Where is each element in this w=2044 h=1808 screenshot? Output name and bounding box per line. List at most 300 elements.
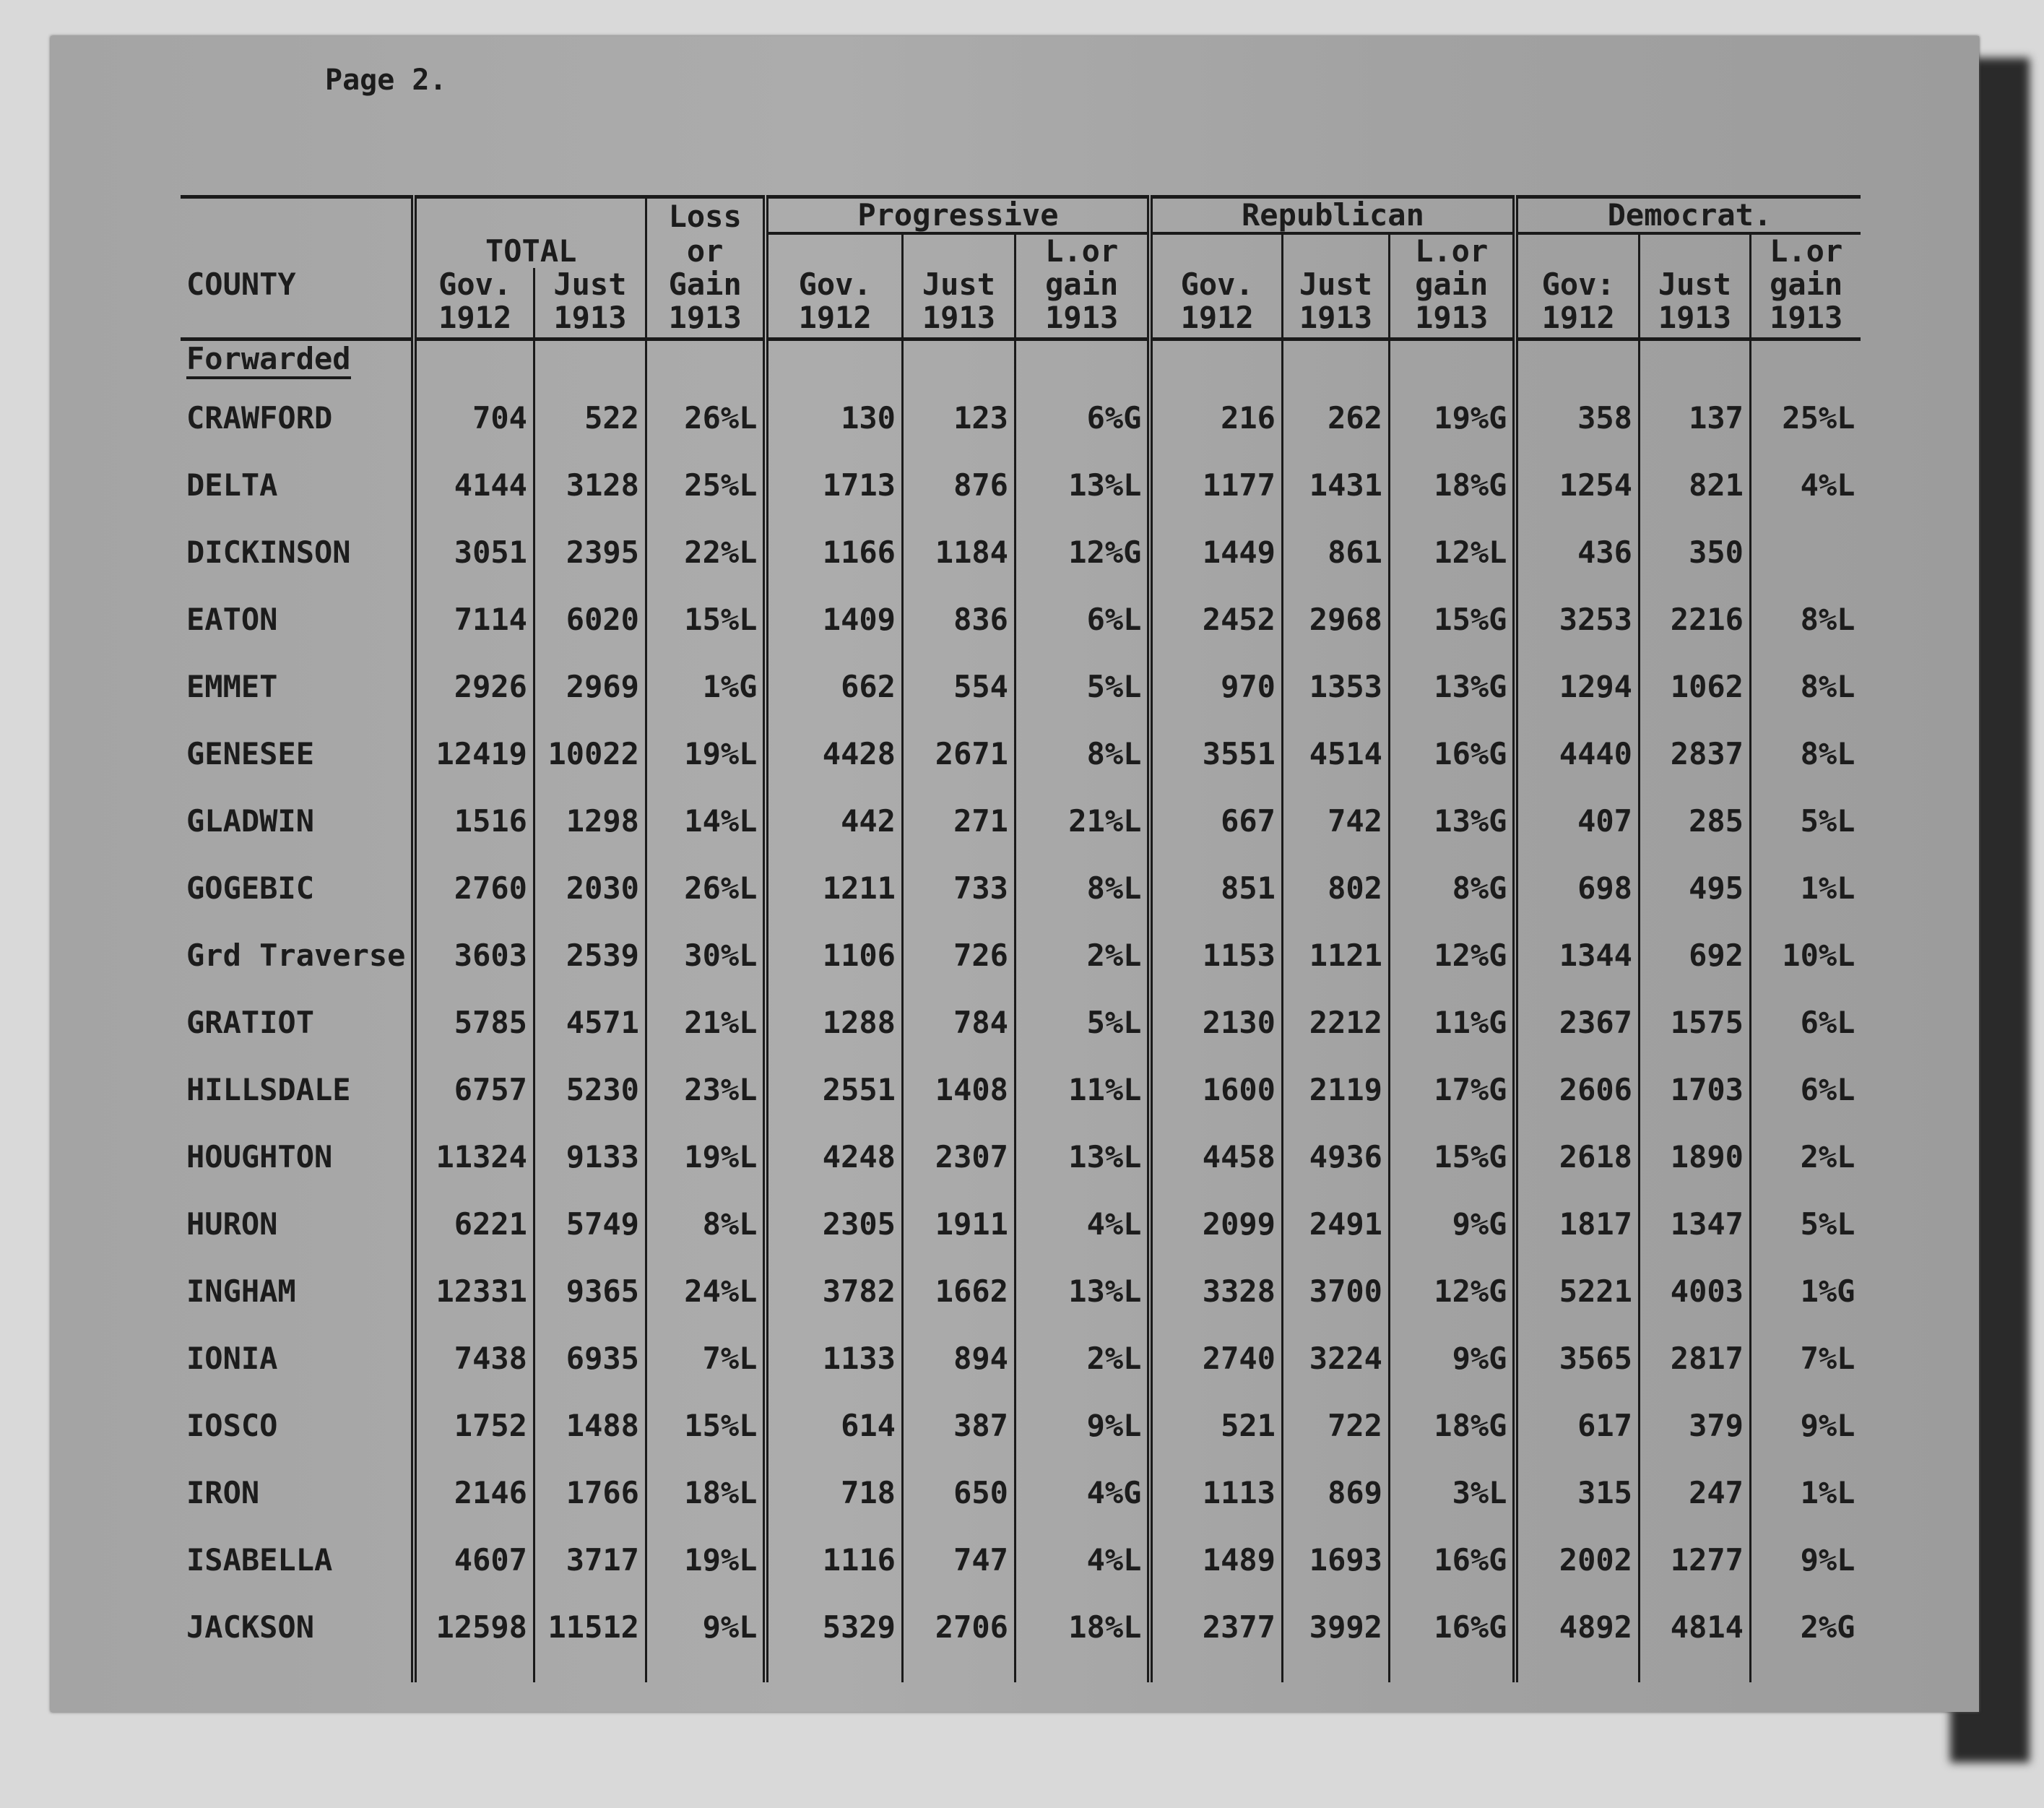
county-name: GENESEE (186, 736, 315, 771)
cell-rlg: 19%G (1389, 384, 1515, 451)
header-county: COUNTY (186, 267, 296, 302)
county-vote-table (181, 195, 1861, 1682)
table-row (181, 989, 1861, 1056)
cell-r13: 4514 (1282, 720, 1389, 787)
cell-dlg: 8%L (1750, 586, 1861, 653)
cell-plg: 5%L (1015, 989, 1150, 1056)
cell-plg: 12%G (1015, 519, 1150, 586)
cell-t12: 3603 (414, 922, 534, 989)
cell-r13: 3224 (1282, 1325, 1389, 1392)
table-row (181, 451, 1861, 519)
cell-d12: 5221 (1515, 1258, 1639, 1325)
cell-dlg (1750, 519, 1861, 586)
cell-rlg: 18%G (1389, 1392, 1515, 1459)
cell-rlg: 16%G (1389, 1593, 1515, 1682)
cell-p13: 894 (902, 1325, 1015, 1392)
cell-d13: 2837 (1639, 720, 1750, 787)
cell-p12: 3782 (766, 1258, 902, 1325)
cell-dlg: 9%L (1750, 1392, 1861, 1459)
header-year: 1913 (1639, 301, 1750, 339)
cell-plg: 21%L (1015, 787, 1150, 855)
cell-r12: 970 (1150, 653, 1282, 720)
cell-r12: 1449 (1150, 519, 1282, 586)
cell-d12: 3253 (1515, 586, 1639, 653)
table-row (181, 586, 1861, 653)
cell-rlg: 8%G (1389, 855, 1515, 922)
cell-d13: 247 (1639, 1459, 1750, 1526)
cell-p12: 1133 (766, 1325, 902, 1392)
cell-p13: 271 (902, 787, 1015, 855)
county-name: GOGEBIC (186, 870, 315, 906)
cell-d13: 4814 (1639, 1593, 1750, 1682)
cell-tlg: 25%L (646, 451, 766, 519)
cell-tlg: 22%L (646, 519, 766, 586)
cell-r13: 2212 (1282, 989, 1389, 1056)
cell-r12: 1113 (1150, 1459, 1282, 1526)
cell-plg: 13%L (1015, 1123, 1150, 1190)
cell-d12: 2367 (1515, 989, 1639, 1056)
cell-t13: 4571 (534, 989, 646, 1056)
cell-plg: 13%L (1015, 451, 1150, 519)
cell-d13: 4003 (1639, 1258, 1750, 1325)
cell-t12: 6757 (414, 1056, 534, 1123)
cell-plg: 8%L (1015, 720, 1150, 787)
header-year: 1913 (534, 301, 646, 339)
cell-plg: 8%L (1015, 855, 1150, 922)
county-name: INGHAM (186, 1273, 296, 1309)
cell-t13: 9365 (534, 1258, 646, 1325)
header-year: 1913 (1389, 301, 1515, 339)
cell-dlg: 10%L (1750, 922, 1861, 989)
cell-p13: 784 (902, 989, 1015, 1056)
cell-p12: 1409 (766, 586, 902, 653)
cell-plg: 5%L (1015, 653, 1150, 720)
cell-plg: 4%L (1015, 1526, 1150, 1593)
cell-p12: 4428 (766, 720, 902, 787)
cell-d12: 315 (1515, 1459, 1639, 1526)
cell-d13: 137 (1639, 384, 1750, 451)
table-row (181, 1593, 1861, 1682)
cell-tlg: 1%G (646, 653, 766, 720)
cell-p12: 2551 (766, 1056, 902, 1123)
cell-r13: 1431 (1282, 451, 1389, 519)
page-number: Page 2. (325, 64, 447, 97)
cell-p13: 1408 (902, 1056, 1015, 1123)
cell-d13: 1347 (1639, 1190, 1750, 1258)
county-name: GRATIOT (186, 1005, 315, 1040)
table-row (181, 1526, 1861, 1593)
cell-r12: 216 (1150, 384, 1282, 451)
header-year: 1913 (1015, 301, 1150, 339)
cell-dlg: 1%L (1750, 1459, 1861, 1526)
cell-dlg: 9%L (1750, 1526, 1861, 1593)
cell-plg: 4%L (1015, 1190, 1150, 1258)
table-row (181, 1190, 1861, 1258)
cell-r12: 667 (1150, 787, 1282, 855)
cell-t13: 1488 (534, 1392, 646, 1459)
cell-p13: 650 (902, 1459, 1015, 1526)
cell-d13: 692 (1639, 922, 1750, 989)
cell-tlg: 18%L (646, 1459, 766, 1526)
cell-t12: 1752 (414, 1392, 534, 1459)
header-lor: L.or (1750, 233, 1861, 268)
cell-t12: 2760 (414, 855, 534, 922)
cell-t13: 9133 (534, 1123, 646, 1190)
county-name: IONIA (186, 1341, 278, 1376)
cell-r13: 1121 (1282, 922, 1389, 989)
cell-d12: 698 (1515, 855, 1639, 922)
cell-t13: 11512 (534, 1593, 646, 1682)
header-or: or (646, 233, 766, 268)
cell-r13: 861 (1282, 519, 1389, 586)
cell-d13: 1575 (1639, 989, 1750, 1056)
cell-d12: 1817 (1515, 1190, 1639, 1258)
cell-t13: 3128 (534, 451, 646, 519)
cell-t13: 2395 (534, 519, 646, 586)
cell-tlg: 26%L (646, 384, 766, 451)
cell-p12: 1116 (766, 1526, 902, 1593)
cell-r12: 1489 (1150, 1526, 1282, 1593)
cell-p13: 554 (902, 653, 1015, 720)
cell-t13: 1766 (534, 1459, 646, 1526)
cell-dlg: 25%L (1750, 384, 1861, 451)
cell-r12: 521 (1150, 1392, 1282, 1459)
cell-tlg: 19%L (646, 1526, 766, 1593)
cell-t13: 2030 (534, 855, 646, 922)
cell-t12: 2146 (414, 1459, 534, 1526)
cell-r13: 2119 (1282, 1056, 1389, 1123)
cell-rlg: 3%L (1389, 1459, 1515, 1526)
cell-plg: 2%L (1015, 922, 1150, 989)
cell-p13: 1911 (902, 1190, 1015, 1258)
header-year: 1913 (646, 301, 766, 339)
cell-d12: 358 (1515, 384, 1639, 451)
county-name: Grd Traverse (186, 938, 406, 973)
cell-rlg: 16%G (1389, 1526, 1515, 1593)
cell-t12: 11324 (414, 1123, 534, 1190)
cell-d13: 379 (1639, 1392, 1750, 1459)
table-row (181, 720, 1861, 787)
header-year: 1912 (1150, 301, 1282, 339)
cell-rlg: 13%G (1389, 653, 1515, 720)
cell-t12: 4144 (414, 451, 534, 519)
cell-d12: 2002 (1515, 1526, 1639, 1593)
table-row (181, 384, 1861, 451)
table-row (181, 653, 1861, 720)
county-name: EMMET (186, 669, 278, 704)
cell-plg: 18%L (1015, 1593, 1150, 1682)
cell-d13: 495 (1639, 855, 1750, 922)
header-democrat: Democrat. (1515, 197, 1861, 234)
cell-r12: 1177 (1150, 451, 1282, 519)
header-year: 1913 (902, 301, 1015, 339)
cell-d13: 1277 (1639, 1526, 1750, 1593)
cell-p13: 733 (902, 855, 1015, 922)
header-lor: L.or (1389, 233, 1515, 268)
cell-tlg: 21%L (646, 989, 766, 1056)
cell-p12: 2305 (766, 1190, 902, 1258)
cell-rlg: 11%G (1389, 989, 1515, 1056)
table-row (181, 855, 1861, 922)
cell-t13: 6935 (534, 1325, 646, 1392)
cell-d12: 617 (1515, 1392, 1639, 1459)
cell-d13: 1062 (1639, 653, 1750, 720)
header-gain: gain (1750, 268, 1861, 301)
cell-plg: 4%G (1015, 1459, 1150, 1526)
cell-rlg: 12%G (1389, 1258, 1515, 1325)
cell-rlg: 9%G (1389, 1325, 1515, 1392)
cell-p13: 1662 (902, 1258, 1015, 1325)
county-name: EATON (186, 602, 278, 637)
table-row (181, 519, 1861, 586)
cell-rlg: 17%G (1389, 1056, 1515, 1123)
cell-dlg: 8%L (1750, 720, 1861, 787)
cell-r13: 742 (1282, 787, 1389, 855)
cell-rlg: 16%G (1389, 720, 1515, 787)
cell-p13: 836 (902, 586, 1015, 653)
county-name: DICKINSON (186, 535, 351, 570)
cell-p13: 1184 (902, 519, 1015, 586)
header-just: Just (1639, 268, 1750, 301)
table-header (181, 197, 1861, 339)
cell-rlg: 12%L (1389, 519, 1515, 586)
cell-t12: 5785 (414, 989, 534, 1056)
cell-p12: 1166 (766, 519, 902, 586)
cell-r13: 262 (1282, 384, 1389, 451)
header-total: TOTAL (414, 233, 646, 268)
header-year: 1913 (1750, 301, 1861, 339)
county-name: DELTA (186, 467, 278, 503)
forwarded-label: Forwarded (186, 341, 351, 379)
cell-p12: 614 (766, 1392, 902, 1459)
cell-d12: 1294 (1515, 653, 1639, 720)
cell-p12: 662 (766, 653, 902, 720)
header-loss: Loss (646, 197, 766, 234)
cell-plg: 9%L (1015, 1392, 1150, 1459)
cell-t12: 704 (414, 384, 534, 451)
cell-dlg: 8%L (1750, 653, 1861, 720)
cell-p12: 718 (766, 1459, 902, 1526)
cell-tlg: 30%L (646, 922, 766, 989)
cell-r13: 722 (1282, 1392, 1389, 1459)
cell-p13: 2307 (902, 1123, 1015, 1190)
cell-p12: 4248 (766, 1123, 902, 1190)
cell-d13: 2216 (1639, 586, 1750, 653)
header-year: 1913 (1282, 301, 1389, 339)
table-body (181, 339, 1861, 1683)
table-row (181, 1392, 1861, 1459)
header-gov: Gov. (1150, 268, 1282, 301)
cell-p13: 726 (902, 922, 1015, 989)
cell-dlg: 5%L (1750, 1190, 1861, 1258)
cell-t13: 2539 (534, 922, 646, 989)
cell-tlg: 23%L (646, 1056, 766, 1123)
cell-p13: 2671 (902, 720, 1015, 787)
cell-tlg: 19%L (646, 1123, 766, 1190)
cell-rlg: 13%G (1389, 787, 1515, 855)
cell-plg: 11%L (1015, 1056, 1150, 1123)
cell-r13: 802 (1282, 855, 1389, 922)
cell-dlg: 4%L (1750, 451, 1861, 519)
cell-r12: 3328 (1150, 1258, 1282, 1325)
cell-dlg: 6%L (1750, 1056, 1861, 1123)
cell-t12: 7114 (414, 586, 534, 653)
cell-r13: 2968 (1282, 586, 1389, 653)
cell-r12: 1600 (1150, 1056, 1282, 1123)
county-name: GLADWIN (186, 803, 315, 839)
county-name: IOSCO (186, 1408, 278, 1443)
cell-r13: 1353 (1282, 653, 1389, 720)
cell-r13: 4936 (1282, 1123, 1389, 1190)
cell-t13: 522 (534, 384, 646, 451)
cell-r13: 869 (1282, 1459, 1389, 1526)
cell-d12: 4892 (1515, 1593, 1639, 1682)
header-gain: gain (1015, 268, 1150, 301)
cell-t13: 1298 (534, 787, 646, 855)
cell-p12: 130 (766, 384, 902, 451)
cell-dlg: 5%L (1750, 787, 1861, 855)
header-gain: Gain (646, 268, 766, 301)
cell-plg: 6%L (1015, 586, 1150, 653)
cell-p13: 876 (902, 451, 1015, 519)
table-row (181, 922, 1861, 989)
cell-r13: 3992 (1282, 1593, 1389, 1682)
cell-dlg: 2%G (1750, 1593, 1861, 1682)
cell-r12: 4458 (1150, 1123, 1282, 1190)
cell-dlg: 1%G (1750, 1258, 1861, 1325)
cell-d12: 3565 (1515, 1325, 1639, 1392)
table-row (181, 787, 1861, 855)
cell-rlg: 15%G (1389, 586, 1515, 653)
cell-r13: 2491 (1282, 1190, 1389, 1258)
cell-dlg: 2%L (1750, 1123, 1861, 1190)
cell-t13: 2969 (534, 653, 646, 720)
header-lor: L.or (1015, 233, 1150, 268)
header-progressive: Progressive (766, 197, 1150, 234)
cell-t12: 12419 (414, 720, 534, 787)
header-gain: gain (1389, 268, 1515, 301)
table-row (181, 1325, 1861, 1392)
header-just: Just (1282, 268, 1389, 301)
cell-r13: 3700 (1282, 1258, 1389, 1325)
county-name: HURON (186, 1206, 278, 1242)
cell-r12: 1153 (1150, 922, 1282, 989)
table-row (181, 1123, 1861, 1190)
cell-plg: 2%L (1015, 1325, 1150, 1392)
cell-rlg: 15%G (1389, 1123, 1515, 1190)
cell-t12: 7438 (414, 1325, 534, 1392)
cell-plg: 6%G (1015, 384, 1150, 451)
cell-tlg: 15%L (646, 586, 766, 653)
cell-rlg: 9%G (1389, 1190, 1515, 1258)
cell-tlg: 9%L (646, 1593, 766, 1682)
header-just: Just (902, 268, 1015, 301)
cell-r12: 2099 (1150, 1190, 1282, 1258)
table-row (181, 1459, 1861, 1526)
cell-d12: 2618 (1515, 1123, 1639, 1190)
header-gov: Gov: (1515, 268, 1639, 301)
cell-r12: 851 (1150, 855, 1282, 922)
cell-p13: 2706 (902, 1593, 1015, 1682)
county-name: ISABELLA (186, 1542, 333, 1578)
cell-d13: 2817 (1639, 1325, 1750, 1392)
cell-p13: 387 (902, 1392, 1015, 1459)
header-just: Just (534, 268, 646, 301)
cell-t12: 3051 (414, 519, 534, 586)
cell-tlg: 8%L (646, 1190, 766, 1258)
cell-r12: 2740 (1150, 1325, 1282, 1392)
cell-r13: 1693 (1282, 1526, 1389, 1593)
cell-p13: 747 (902, 1526, 1015, 1593)
cell-p12: 5329 (766, 1593, 902, 1682)
cell-r12: 2130 (1150, 989, 1282, 1056)
cell-r12: 3551 (1150, 720, 1282, 787)
cell-r12: 2452 (1150, 586, 1282, 653)
header-year: 1912 (766, 301, 902, 339)
cell-dlg: 7%L (1750, 1325, 1861, 1392)
county-name: IRON (186, 1475, 260, 1510)
cell-d12: 436 (1515, 519, 1639, 586)
cell-t13: 6020 (534, 586, 646, 653)
cell-d12: 4440 (1515, 720, 1639, 787)
header-year: 1912 (414, 301, 534, 339)
cell-t12: 12331 (414, 1258, 534, 1325)
cell-t12: 12598 (414, 1593, 534, 1682)
cell-dlg: 6%L (1750, 989, 1861, 1056)
cell-p12: 1211 (766, 855, 902, 922)
county-name: JACKSON (186, 1609, 315, 1645)
cell-d13: 821 (1639, 451, 1750, 519)
cell-t12: 6221 (414, 1190, 534, 1258)
cell-rlg: 18%G (1389, 451, 1515, 519)
cell-dlg: 1%L (1750, 855, 1861, 922)
cell-d12: 407 (1515, 787, 1639, 855)
cell-tlg: 19%L (646, 720, 766, 787)
cell-tlg: 24%L (646, 1258, 766, 1325)
header-gov: Gov. (414, 268, 534, 301)
header-year: 1912 (1515, 301, 1639, 339)
cell-t12: 1516 (414, 787, 534, 855)
cell-t13: 5230 (534, 1056, 646, 1123)
header-gov: Gov. (766, 268, 902, 301)
cell-d13: 1890 (1639, 1123, 1750, 1190)
cell-p12: 1288 (766, 989, 902, 1056)
cell-t13: 10022 (534, 720, 646, 787)
cell-d13: 1703 (1639, 1056, 1750, 1123)
cell-d13: 350 (1639, 519, 1750, 586)
cell-d13: 285 (1639, 787, 1750, 855)
cell-rlg: 12%G (1389, 922, 1515, 989)
cell-tlg: 15%L (646, 1392, 766, 1459)
cell-p12: 442 (766, 787, 902, 855)
cell-p12: 1106 (766, 922, 902, 989)
table-row (181, 1056, 1861, 1123)
cell-tlg: 14%L (646, 787, 766, 855)
cell-r12: 2377 (1150, 1593, 1282, 1682)
cell-d12: 1254 (1515, 451, 1639, 519)
county-name: HOUGHTON (186, 1139, 333, 1175)
cell-tlg: 7%L (646, 1325, 766, 1392)
header-republican: Republican (1150, 197, 1515, 234)
county-name: HILLSDALE (186, 1072, 351, 1107)
cell-t13: 5749 (534, 1190, 646, 1258)
cell-t13: 3717 (534, 1526, 646, 1593)
cell-plg: 13%L (1015, 1258, 1150, 1325)
cell-tlg: 26%L (646, 855, 766, 922)
cell-p13: 123 (902, 384, 1015, 451)
cell-d12: 1344 (1515, 922, 1639, 989)
cell-t12: 4607 (414, 1526, 534, 1593)
